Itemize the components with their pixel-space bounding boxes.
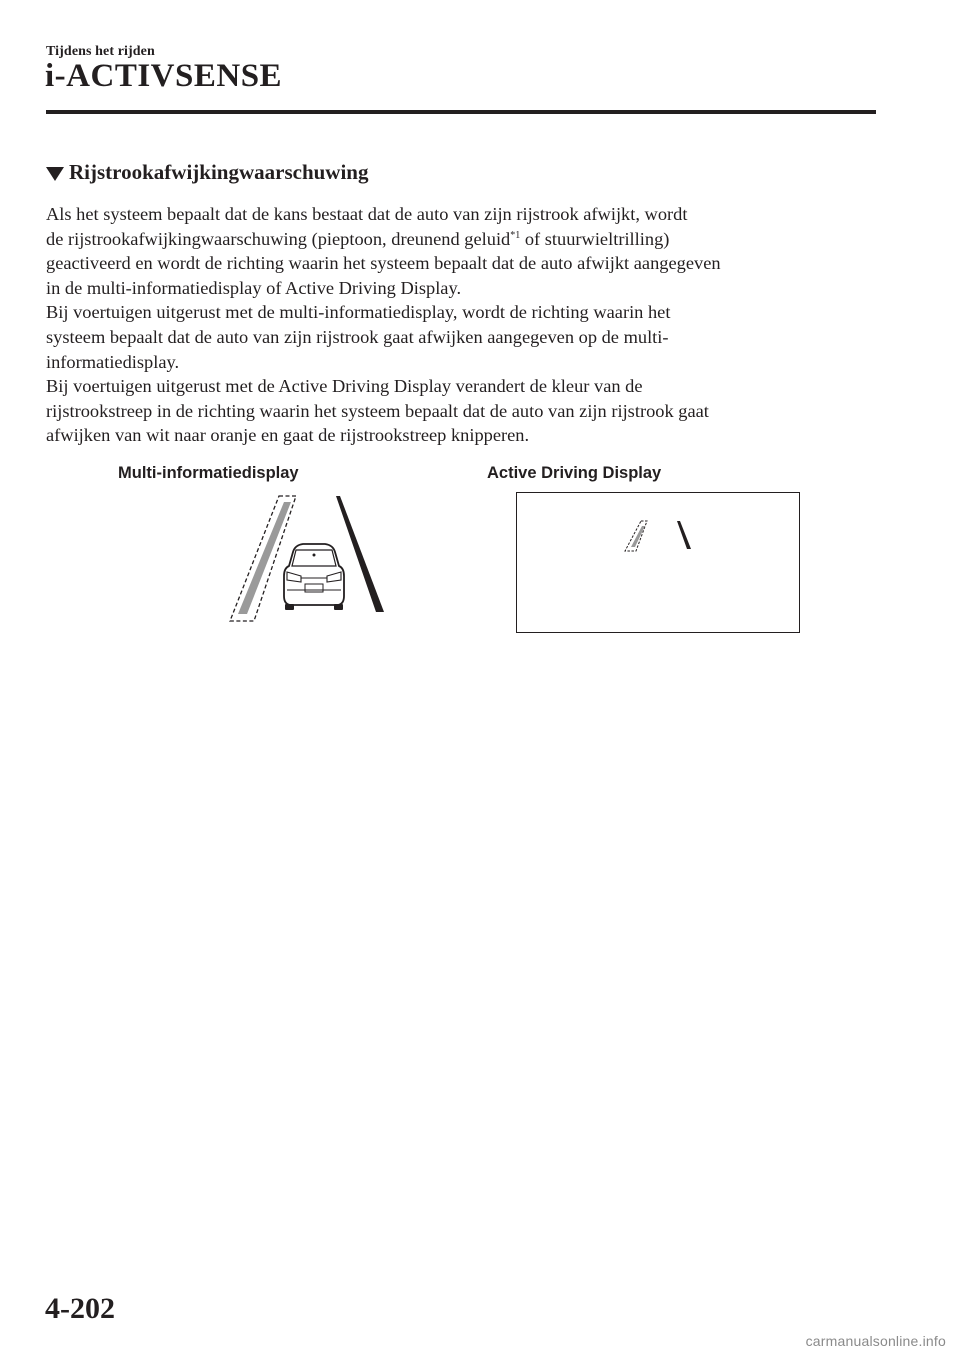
text-line: of stuurwieltrilling) bbox=[520, 228, 670, 249]
active-driving-display-figure bbox=[516, 492, 800, 633]
text-line: afwijken van wit naar oranje en gaat de rijstrookstreep knipperen. bbox=[46, 425, 530, 446]
text-line: systeem bepaalt dat de auto van zijn rijstrook gaat afwijken aangegeven op de multi- bbox=[46, 326, 669, 347]
page-number: 4-202 bbox=[45, 1292, 115, 1325]
left-lane-marker-fill bbox=[238, 502, 291, 614]
text-line: Als het systeem bepaalt dat de kans bestaat dat de auto van zijn rijstrook afwijkt, wordt bbox=[46, 204, 688, 224]
paragraph-3 bbox=[46, 374, 876, 448]
text-line: Bij voertuigen uitgerust met de multi-informatiedisplay, wordt de richting waarin het bbox=[46, 302, 671, 323]
paragraph-1 bbox=[46, 202, 876, 300]
section-heading-text: Rijstrookafwijkingwaarschuwing bbox=[69, 160, 369, 184]
left-lane-marker-outline bbox=[625, 521, 647, 551]
text-line: informatiedisplay. bbox=[46, 351, 180, 372]
paragraph-2 bbox=[46, 300, 876, 374]
watermark: carmanualsonline.info bbox=[805, 1333, 946, 1349]
figure-label-multi-informatiedisplay: Multi-informatiedisplay bbox=[118, 464, 299, 482]
header-section-label: Tijdens het rijden bbox=[46, 44, 155, 59]
body-text bbox=[46, 202, 876, 448]
text-line: rijstrookstreep in de richting waarin het systeem bepaalt dat de auto van zijn rijstrook gaat bbox=[46, 400, 709, 421]
page-title: i-ACTIVSENSE bbox=[45, 58, 283, 94]
triangle-bullet-icon bbox=[46, 167, 64, 181]
figure-label-active-driving-display: Active Driving Display bbox=[487, 464, 662, 482]
text-line: in de multi-informatiedisplay of Active Driving Display. bbox=[46, 277, 462, 298]
header-divider bbox=[46, 110, 876, 114]
section-heading bbox=[46, 160, 368, 185]
car-rear-icon bbox=[284, 544, 344, 610]
multi-informatiedisplay-figure bbox=[224, 490, 394, 635]
text-line: Bij voertuigen uitgerust met de Active Driving Display verandert de kleur van de bbox=[46, 376, 643, 397]
right-lane-line bbox=[677, 521, 691, 549]
text-line: geactiveerd en wordt de richting waarin het systeem bepaalt dat de auto afwijkt aangegeven bbox=[46, 253, 721, 274]
text-line: de rijstrookafwijkingwaarschuwing (pieptoon, dreunend geluid bbox=[46, 228, 511, 249]
footnote-marker: *1 bbox=[510, 229, 521, 241]
